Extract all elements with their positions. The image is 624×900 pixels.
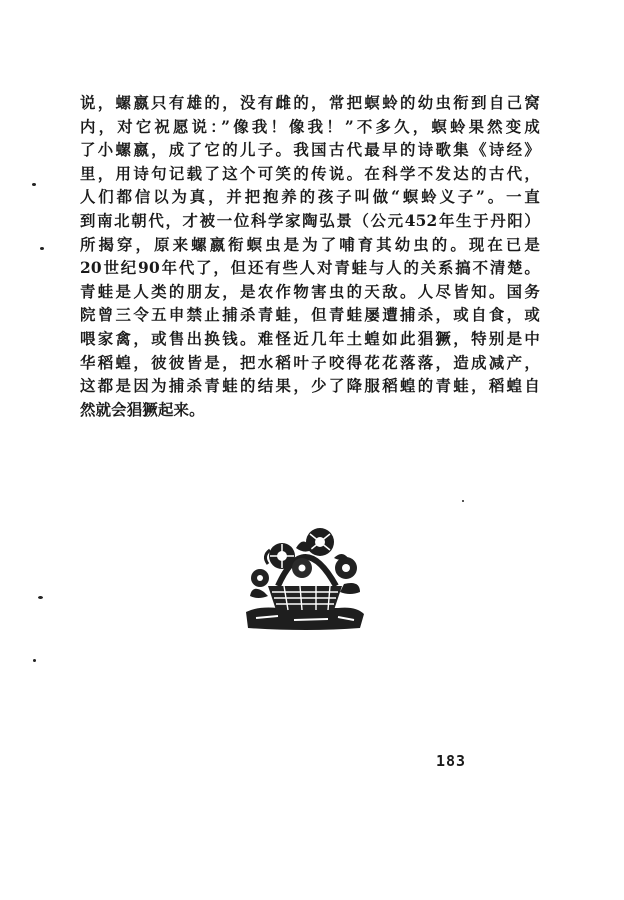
scan-speck: [462, 500, 464, 502]
scan-speck: [33, 659, 36, 662]
text-line: 院曾三令五申禁止捕杀青蛙，但青蛙屡遭捕杀，或自食，或: [80, 306, 540, 325]
text-line: 喂家禽，或售出换钱。难怪近几年土蝗如此猖獗，特别是中: [80, 329, 540, 348]
scan-speck: [40, 247, 44, 250]
body-text: [80, 92, 540, 422]
text-line: 内，对它祝愿说：”像我！像我！”不多久，螟蛉果然变成: [80, 117, 540, 136]
text-line: 里，用诗句记载了这个可笑的传说。在科学不发达的古代，: [80, 164, 540, 183]
flower-basket-icon: [238, 520, 368, 632]
scan-speck: [38, 596, 43, 599]
text-line: 所揭穿，原来螺嬴衔螟虫是为了哺育其幼虫的。现在已是: [80, 235, 540, 254]
text-line: 人们都信以为真，并把抱养的孩子叫做“螟蛉义子”。一直: [80, 188, 540, 207]
text-line: 说，螺嬴只有雄的，没有雌的，常把螟蛉的幼虫衔到自己窝: [80, 94, 540, 112]
text-line: 了小螺嬴，成了它的儿子。我国古代最早的诗歌集《诗经》: [80, 141, 540, 160]
text-line: 20世纪90年代了，但还有些人对青蛙与人的关系搞不清楚。: [80, 259, 540, 278]
text-line: 这都是因为捕杀青蛙的结果，少了降服稻蝗的青蛙，稻蝗自: [80, 377, 540, 396]
text-line: 青蛙是人类的朋友，是农作物害虫的天敌。人尽皆知。国务: [80, 282, 540, 301]
scan-speck: [32, 183, 36, 186]
text-line: 然就会猖獗起来。: [80, 400, 205, 419]
page-number: 183: [436, 752, 467, 770]
text-line: 华稻蝗，彼彼皆是，把水稻叶子咬得花花落落，造成减产，: [80, 353, 540, 372]
text-line: 到南北朝代，才被一位科学家陶弘景（公元452年生于丹阳）: [80, 211, 540, 230]
